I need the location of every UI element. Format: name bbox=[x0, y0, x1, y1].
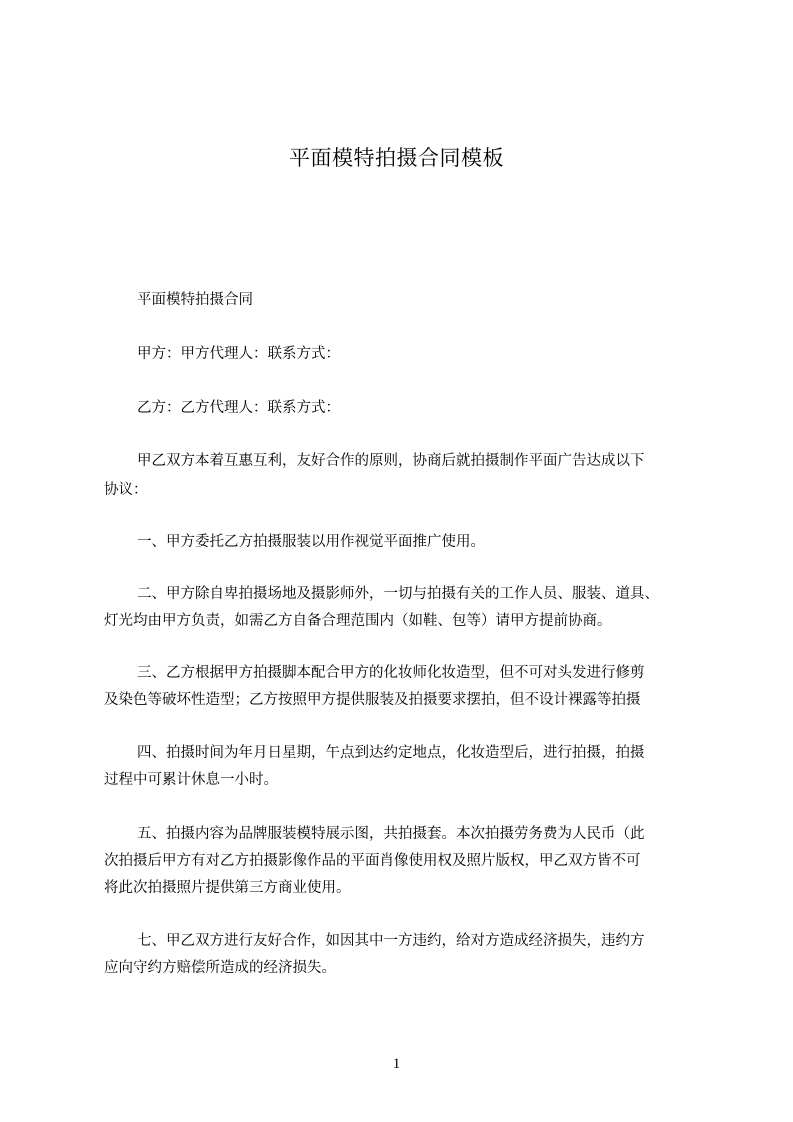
clause-7-line-1: 七、甲乙双方进行友好合作，如因其中一方违约，给对方造成经济损失，违约方 bbox=[137, 933, 645, 949]
clause-4-line-2: 过程中可累计休息一小时。 bbox=[104, 772, 278, 788]
party-a-line: 甲方：甲方代理人：联系方式： bbox=[137, 346, 340, 362]
intro-line-1: 甲乙双方本着互惠互利，友好合作的原则，协商后就拍摄制作平面广告达成以下 bbox=[137, 453, 645, 469]
clause-5-line-1: 五、拍摄内容为品牌服装模特展示图，共拍摄套。本次拍摄劳务费为人民币（此 bbox=[137, 826, 645, 842]
clause-3-line-2: 及染色等破坏性造型；乙方按照甲方提供服装及拍摄要求摆拍，但不设计裸露等拍摄 bbox=[104, 692, 641, 708]
clause-2-line-2: 灯光均由甲方负责，如需乙方自备合理范围内（如鞋、包等）请甲方提前协商。 bbox=[104, 613, 612, 629]
party-b-line: 乙方：乙方代理人：联系方式： bbox=[137, 400, 340, 416]
clause-5-line-2: 次拍摄后甲方有对乙方拍摄影像作品的平面肖像使用权及照片版权，甲乙双方皆不可 bbox=[104, 853, 641, 869]
clause-3-line-1: 三、乙方根据甲方拍摄脚本配合甲方的化妆师化妆造型，但不可对头发进行修剪 bbox=[137, 665, 645, 681]
clause-7-line-2: 应向守约方赔偿所造成的经济损失。 bbox=[104, 960, 336, 976]
document-title: 平面模特拍摄合同模板 bbox=[289, 146, 504, 170]
clause-2-line-1: 二、甲方除自卑拍摄场地及摄影师外，一切与拍摄有关的工作人员、服装、道具、 bbox=[137, 586, 659, 602]
intro-line-2: 协议： bbox=[104, 482, 148, 498]
clause-1-line-1: 一、甲方委托乙方拍摄服装以用作视觉平面推广使用。 bbox=[137, 534, 485, 550]
clause-5-line-3: 将此次拍摄照片提供第三方商业使用。 bbox=[104, 880, 351, 896]
clause-4-line-1: 四、拍摄时间为年月日星期，午点到达约定地点，化妆造型后，进行拍摄，拍摄 bbox=[137, 745, 645, 761]
contract-heading: 平面模特拍摄合同 bbox=[137, 292, 253, 308]
page-number: 1 bbox=[392, 1056, 401, 1072]
